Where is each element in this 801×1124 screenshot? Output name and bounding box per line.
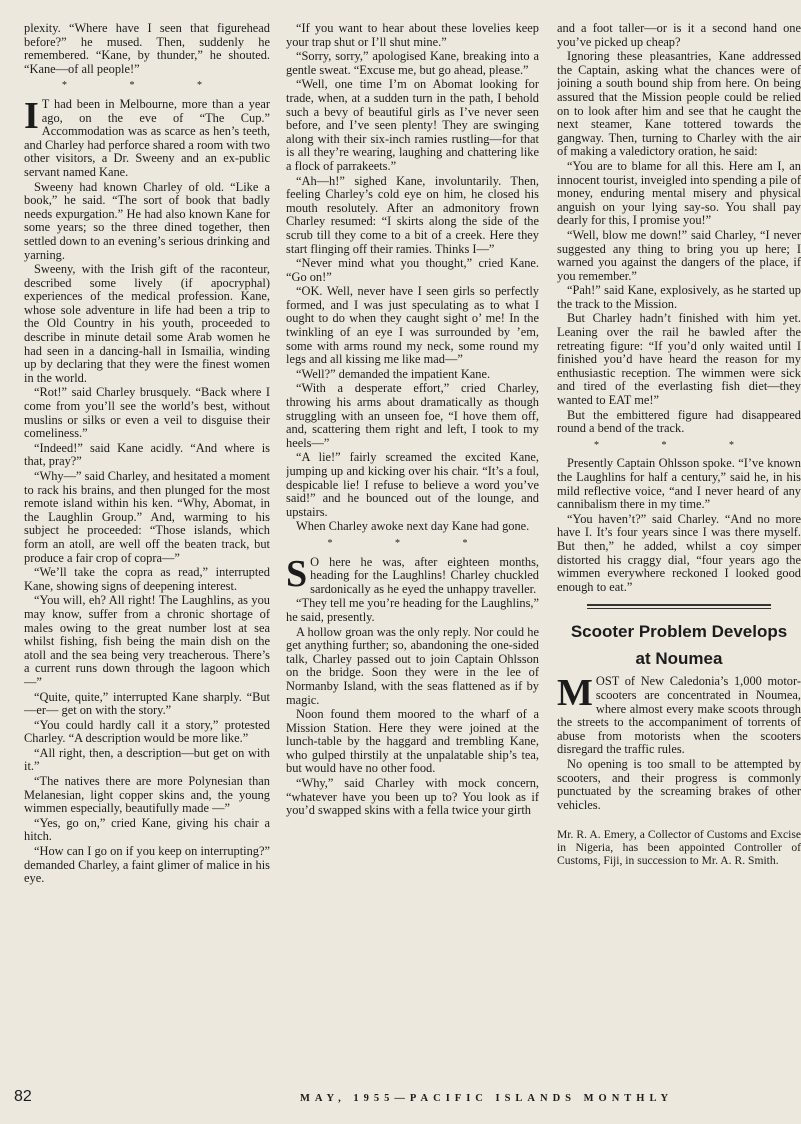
story-column-2 [286, 22, 539, 1062]
drop-cap: I [24, 94, 39, 137]
paragraph: “You are to blame for all this. Here am I, an innocent tourist, inveigled into spending a pile of money, enduring mental misery and physical anguish on your lying say-so. You shall pay dearly for this, I promise you!” [557, 158, 801, 228]
paragraph: MOST of New Caledonia’s 1,000 motor-scooters are concentrated in Noumea, where almost every make scoots through the streets to the accompaniment of torrents of abuse from motorists when the scooters disregard the traffic rules. [557, 672, 801, 757]
paragraph: “Ah—h!” sighed Kane, involuntarily. Then, feeling Charley’s cold eye on him, he closed his mouth resolutely. After an admonitory frown Charley resumed: “I skirts along the side of the scrub till they come to a bit of a creek. Here they start flinging off their ramies. Thinks I—” [286, 173, 539, 256]
paragraph: S O here he was, after eighteen months, heading for the Laughlins! Charley chuckled sardonically as he eyed the unhappy traveller. [286, 552, 539, 596]
paragraph: A hollow groan was the only reply. Nor could he get anything further; so, abandoning the one-sided talk, Charley passed out to join Captain Ohlsson on the bridge. Soon they were in the lee of Normanby Island, with the seas flattened as if by magic. [286, 624, 539, 707]
paragraph: “Yes, go on,” cried Kane, giving his chair a hitch. [24, 815, 270, 844]
paragraph: Sweeny, with the Irish gift of the raconteur, described some lively (if apocryphal) experiences of the medical profession. Kane, whose sole adventure in life had been a trip to the Old Country in his youth, proceeded to describe in minute detail some Arab women he had seen in a dancing-hall in Ismailia, winding up by declaring that they were the finest women in the world. [24, 262, 270, 385]
news-headline: Scooter Problem Develops [570, 622, 788, 642]
paragraph: “OK. Well, never have I seen girls so perfectly formed, and I was just speculating as to what I ought to do when they caught sight o’ me! In the twinkling of an eye I was surrounded by ’em, some with arms round my neck, some round my legs and all kissing me like mad—” [286, 284, 539, 367]
paragraph: “If you want to hear about these lovelies keep your trap shut or I’ll shut mine.” [286, 22, 539, 49]
paragraph: No opening is too small to be attempted by scooters, and their progress is commonly punctuated by the screaming brakes of other vehicles. [557, 756, 801, 812]
paragraph: “All right, then, a description—but get on with it.” [24, 745, 270, 774]
paragraph: “You haven’t?” said Charley. “And no more have I. It’s four years since I was there myself. But then,” he added, whilst a coy simper distorted his craggy dial, “four years ago the wimmen everywhere reckoned I looked good enough to eat.” [557, 511, 801, 594]
paragraph: “A lie!” fairly screamed the excited Kane, jumping up and kicking over his chair. “It’s a foul, despicable lie! I refuse to believe a word you’ve said!” and he bounced out of the lounge, and upstairs. [286, 450, 539, 519]
section-break-stars: * * * [62, 80, 232, 92]
paragraph: “Rot!” said Charley brusquely. “Back where I come from you’ll see the world’s best, without muslins or silks or even a veil to disguise their comeliness.” [24, 385, 270, 441]
paragraph: Sweeny had known Charley of old. “Like a book,” he said. “The sort of book that badly needs expurgation.” He had also known Kane for some years; so the three dined together, then settled down to an evening’s serious drinking and yarning. [24, 179, 270, 262]
section-break-stars: * * * [327, 537, 498, 549]
paragraph: and a foot taller—or is it a second hand one you’ve picked up cheap? [557, 22, 801, 49]
paragraph: “Well, blow me down!” said Charley, “I never suggested any thing to bring you up here; I warned you against the dangers of the place, if you remember.” [557, 227, 801, 283]
drop-cap: S [286, 552, 308, 595]
story-column-1 [24, 22, 270, 1062]
paragraph: “They tell me you’re heading for the Laughlins,” he said, presently. [286, 596, 539, 624]
paragraph: “You will, eh? All right! The Laughlins, as you may know, suffer from a chronic shortage of males owing to the great number lost at sea whilst fishing, fish being the main dish on the atoll and the sea being very treacherous. There’s a current runs down through the lagoon which—” [24, 593, 270, 689]
news-headline: at Noumea [635, 649, 723, 669]
paragraph: When Charley awoke next day Kane had gone. [296, 519, 530, 534]
paragraph: Presently Captain Ohlsson spoke. “I’ve known the Laughlins for half a century,” said he, in his mild reflective voice, “and I never heard of any cannibalism there in my time.” [557, 456, 801, 512]
paragraph: “Well, one time I’m on Abomat looking for trade, when, at a sudden turn in the path, I behold such a bevy of beautiful girls as I’ve never seen before, and I’ve seen plenty! They are swinging along with their six-inch ramies rustling—for that is all they’re wearing, laughing and chattering like a flock of parrakeets.” [286, 77, 539, 173]
paragraph: “Indeed!” said Kane acidly. “And where is that, pray?” [24, 440, 270, 469]
news-note: Mr. R. A. Emery, a Collector of Customs and Excise in Nigeria, has been appointed Controller of Customs, Fiji, in succession to Mr. A. R. Smith. [557, 828, 801, 868]
paragraph: plexity. “Where have I seen that figurehead before?” he mused. Then, suddenly he remembered. “Kane, by thunder,” he shouted. “Kane—of all people!” [24, 22, 270, 76]
paragraph: “Sorry, sorry,” apologised Kane, breaking into a gentle sweat. “Excuse me, but go ahead, please.” [286, 49, 539, 77]
paragraph: “Pah!” said Kane, explosively, as he started up the track to the Mission. [557, 283, 801, 311]
paragraph: “You could hardly call it a story,” protested Charley. “A description would be more like.” [24, 717, 270, 746]
paragraph: “The natives there are more Polynesian than Melanesian, light copper skins and, the young wimmen especially, beautifully made —” [24, 774, 270, 816]
paragraph: “Why—” said Charley, and hesitated a moment to rack his brains, and then plunged for the most remote island within his ken. “Why, Abomat, in the Laughlin Group.” And, warming to his subject he proceeded: “Those islands, which form an atoll, are well off the beaten track, but produce a fair crop of copra—” [24, 469, 270, 565]
paragraph: “Why,” said Charley with mock concern, “whatever have you been up to? You look as if you’d swapped skins with a fella twice your girth [286, 776, 539, 818]
divider-rule [587, 604, 771, 609]
paragraph: “Well?” demanded the impatient Kane. [296, 366, 491, 381]
paragraph: “With a desperate effort,” cried Charley, throwing his arms about dramatically as though struggling with an unseen foe, “I hove them off, and, scattering them right and left, I took to my heels—” [286, 381, 539, 450]
paragraph: I T had been in Melbourne, more than a year ago, on the eve of “The Cup.” Accommodation was as scarce as hen’s teeth, and Charley had perforce shared a room with two other visitors, a Dr. Sweeny and an ex-public servant named Kane. [24, 94, 270, 179]
paragraph: “We’ll take the copra as read,” interrupted Kane, showing signs of deepening interest. [24, 565, 270, 593]
section-break-stars: * * * [594, 439, 764, 451]
paragraph: Ignoring these pleasantries, Kane addressed the Captain, asking what the chances were of joining a south bound ship from here. On being assured that the Mission people could be relied on to look after him and see that he caught the next steamer, Kane tottered towards the gangway. Then, turning to Charley with the air of making a valedictory oration, he said: [557, 49, 801, 159]
drop-cap: M [557, 672, 593, 715]
paragraph: But the embittered figure had disappeared round a bend of the track. [557, 407, 801, 436]
paragraph: “How can I go on if you keep on interrupting?” demanded Charley, a faint glimer of malice in his eye. [24, 844, 270, 886]
paragraph: Noon found them moored to the wharf of a Mission Station. Here they were joined at the lunch-table by the haggard and trembling Kane, who gulped thirstily at the unpalatable ship’s tea, but would have no other food. [286, 707, 539, 776]
page-number: 82 [14, 1088, 32, 1105]
magazine-footer: MAY, 1955—PACIFIC ISLANDS MONTHLY [300, 1093, 674, 1104]
paragraph: But Charley hadn’t finished with him yet. Leaning over the rail he bawled after the retreating figure: “If you’d only waited until I finished you’d have heard the reason for my enthusiastic reception. The wimmen were sick and tired of the everlasting fish diet—they wanted to EAT me!” [557, 311, 801, 408]
paragraph: “Quite, quite,” interrupted Kane sharply. “But—er— get on with the story.” [24, 689, 270, 718]
paragraph: “Never mind what you thought,” cried Kane. “Go on!” [286, 256, 539, 284]
story-column-3 [557, 22, 801, 1062]
